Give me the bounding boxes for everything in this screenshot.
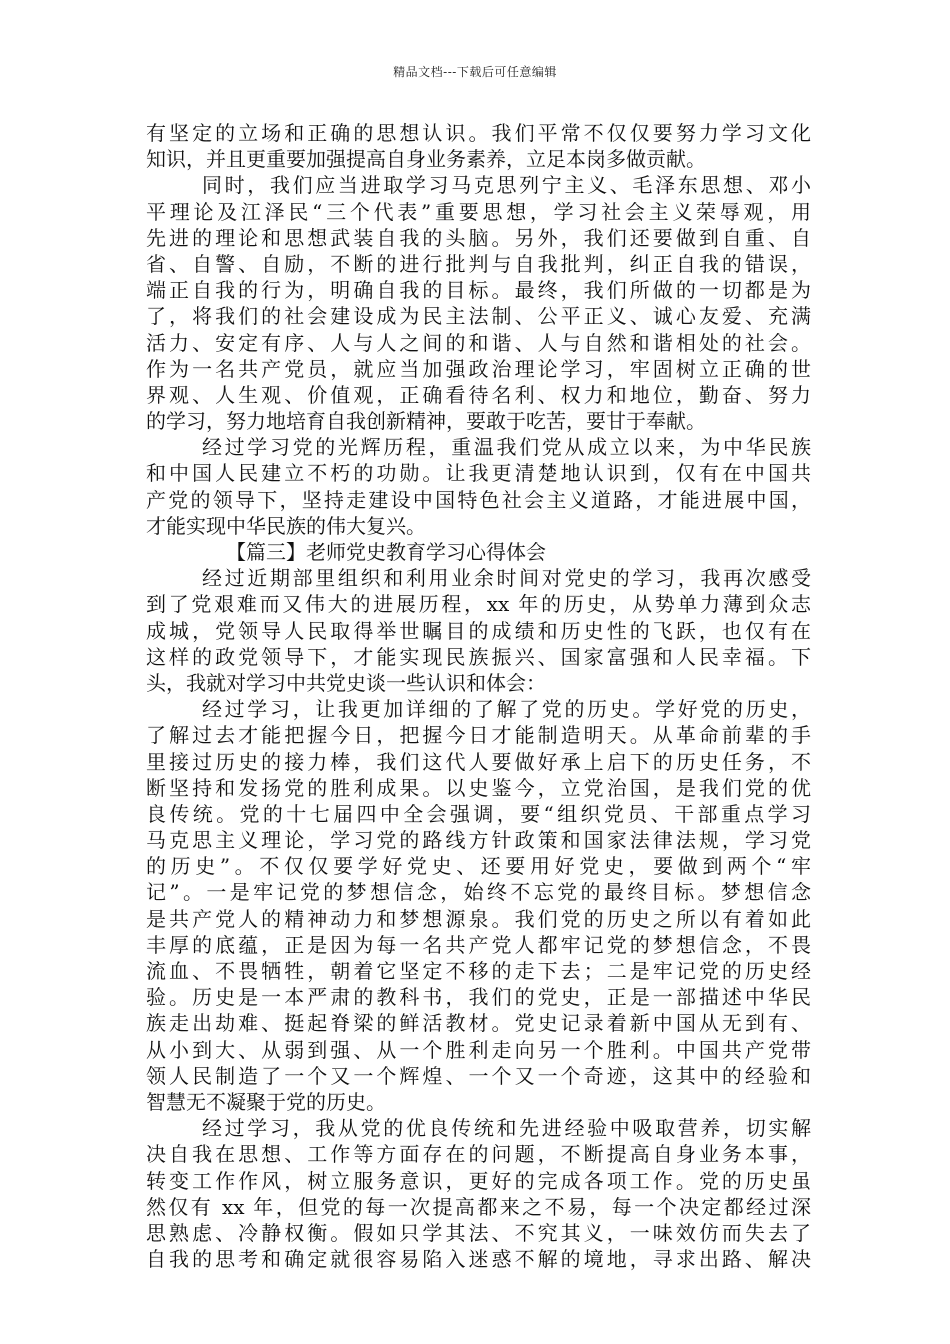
text-line: 转变工作作风，树立服务意识，更好的完成各项工作。党的历史虽 xyxy=(146,1168,811,1193)
text-line: 才能实现中华民族的伟大复兴。 xyxy=(146,513,426,538)
text-line: 经过学习，我从党的优良传统和先进经验中吸取营养，切实解 xyxy=(202,1116,811,1141)
text-line: 验。历史是一本严肃的教科书，我们的党史，正是一部描述中华民 xyxy=(146,985,811,1010)
text-line: 断坚持和发扬党的胜利成果。以史鉴今，立党治国，是我们党的优 xyxy=(146,775,811,800)
text-line: 产党的领导下，坚持走建设中国特色社会主义道路，才能进展中国， xyxy=(146,487,811,512)
text-line: 马克思主义理论，学习党的路线方针政策和国家法律法规，学习党 xyxy=(146,828,811,853)
text-line: 经过学习，让我更加详细的了解了党的历史。学好党的历史， xyxy=(202,697,811,722)
text-line: 的学习，努力地培育自我创新精神，要敢于吃苦，要甘于奉献。 xyxy=(146,409,706,434)
text-line: 的历史”。不仅仅要学好党史、还要用好党史，要做到两个“牢 xyxy=(146,854,811,879)
text-line: 记”。一是牢记党的梦想信念，始终不忘党的最终目标。梦想信念 xyxy=(146,880,811,905)
text-line: 端正自我的行为，明确自我的目标。最终，我们所做的一切都是为 xyxy=(146,278,811,303)
text-line: 了，将我们的社会建设成为民主法制、公平正义、诚心友爱、充满 xyxy=(146,304,811,329)
text-line: 活力、安定有序、人与人之间的和谐、人与自然和谐相处的社会。 xyxy=(146,330,811,355)
text-line: 经过学习党的光辉历程，重温我们党从成立以来，为中华民族 xyxy=(202,435,811,460)
paragraph xyxy=(146,120,811,172)
text-line: 界观、人生观、价值观，正确看待名利、权力和地位，勤奋、努力 xyxy=(146,382,811,407)
text-line: 流血、不畏牺牲，朝着它坚定不移的走下去；二是牢记党的历史经 xyxy=(146,959,811,983)
text-line: 平理论及江泽民“三个代表”重要思想，学习社会主义荣辱观，用 xyxy=(146,199,811,224)
text-line: 族走出劫难、挺起脊梁的鲜活教材。党史记录着新中国从无到有、 xyxy=(146,1011,811,1036)
paragraph xyxy=(146,565,811,696)
section-heading: 【篇三】老师党史教育学习心得体会 xyxy=(226,540,546,564)
text-line: 智慧无不凝聚于党的历史。 xyxy=(146,1089,386,1114)
text-line: 丰厚的底蕴，正是因为每一名共产党人都牢记党的梦想信念，不畏 xyxy=(146,932,811,957)
text-line: 作为一名共产党员，就应当加强政治理论学习，牢固树立正确的世 xyxy=(146,356,811,381)
text-line: 里接过历史的接力棒，我们这代人要做好承上启下的历史任务，不 xyxy=(146,749,811,774)
paragraph xyxy=(146,696,811,1115)
text-line: 和中国人民建立不朽的功勋。让我更清楚地认识到，仅有在中国共 xyxy=(146,461,811,486)
text-line: 思熟虑、冷静权衡。假如只学其法、不究其义，一味效仿而失去了 xyxy=(146,1220,811,1245)
paragraph xyxy=(146,172,811,434)
text-line: 是共产党人的精神动力和梦想源泉。我们党的历史之所以有着如此 xyxy=(146,906,811,931)
document-body xyxy=(146,120,811,1272)
text-line: 了解过去才能把握今日，把握今日才能制造明天。从革命前辈的手 xyxy=(146,723,811,748)
paragraph xyxy=(146,1115,811,1272)
paragraph xyxy=(146,434,811,539)
text-line: 有坚定的立场和正确的思想认识。我们平常不仅仅要努力学习文化 xyxy=(146,121,811,145)
text-line: 知识，并且更重要加强提高自身业务素养，立足本岗多做贡献。 xyxy=(146,147,706,172)
text-line: 这样的政党领导下，才能实现民族振兴、国家富强和人民幸福。下 xyxy=(146,644,811,669)
section-heading-block xyxy=(146,539,811,565)
text-line: 到了党艰难而又伟大的进展历程，xx 年的历史，从势单力薄到众志 xyxy=(146,592,811,617)
text-line: 经过近期部里组织和利用业余时间对党史的学习，我再次感受 xyxy=(202,566,811,591)
text-line: 先进的理论和思想武装自我的头脑。另外，我们还要做到自重、自 xyxy=(146,225,811,250)
text-line: 然仅有 xx 年，但党的每一次提高都来之不易，每一个决定都经过深 xyxy=(146,1194,811,1219)
page-header: 精品文档---下载后可任意编辑 xyxy=(393,65,557,79)
text-line: 决自我在思想、工作等方面存在的问题，不断提高自身业务本事， xyxy=(146,1142,811,1167)
text-line: 从小到大、从弱到强、从一个胜利走向另一个胜利。中国共产党带 xyxy=(146,1037,811,1062)
text-line: 同时，我们应当进取学习马克思列宁主义、毛泽东思想、邓小 xyxy=(202,173,811,198)
text-line: 成城，党领导人民取得举世瞩目的成绩和历史性的飞跃，也仅有在 xyxy=(146,618,811,643)
text-line: 自我的思考和确定就很容易陷入迷惑不解的境地，寻求出路、解决 xyxy=(146,1247,811,1272)
text-line: 省、自警、自励，不断的进行批判与自我批判，纠正自我的错误， xyxy=(146,251,811,276)
text-line: 良传统。党的十七届四中全会强调，要“组织党员、干部重点学习 xyxy=(146,801,811,826)
text-line: 领人民制造了一个又一个辉煌、一个又一个奇迹，这其中的经验和 xyxy=(146,1063,811,1088)
text-line: 头，我就对学习中共党史谈一些认识和体会： xyxy=(146,670,546,695)
